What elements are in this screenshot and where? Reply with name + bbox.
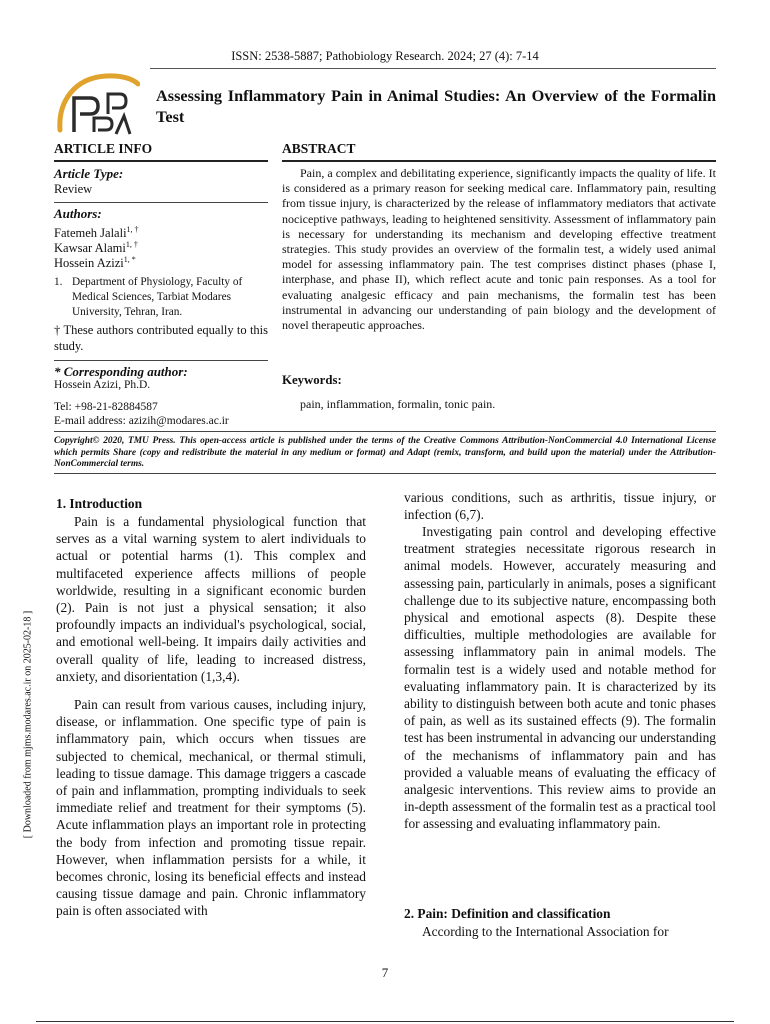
affiliation — [54, 275, 266, 320]
authors-label: Authors: — [54, 206, 102, 221]
affiliation-number: 1. — [54, 276, 63, 288]
keywords-value: pain, inflammation, formalin, tonic pain. — [300, 397, 496, 411]
intro-paragraph-2: Pain can result from various causes, including injury, disease, or inflammation. One specific type of pain is inflammatory pain, which occurs when tissues are subjected to chemical, mechanical, or thermal stimuli, leading to tissue damage. This damage triggers a cascade of pain and inflammation, prompting individuals to seek immediate relief and treatment for their symptoms (5). Acute inflammation plays an important role in protecting the body from infection and promoting tissue repair. However, when inflammation persists for a while, it becomes chronic, losing its beneficial effects and instead causing tissue damage and pain. Chronic inflammatory pain is often associated with — [56, 697, 366, 919]
footer-divider — [36, 1021, 734, 1022]
introduction-heading: 1. Introduction — [56, 496, 143, 511]
abstract-rule — [282, 160, 716, 162]
article-title: Assessing Inflammatory Pain in Animal Studies: An Overview of the Formalin Test — [156, 86, 716, 126]
right-paragraph-3: According to the International Association for — [422, 924, 669, 939]
header-divider — [150, 68, 716, 69]
copyright-notice: Copyright© 2020, TMU Press. This open-access article is published under the terms of the Creative Commons Attribution-NonCommercial 4.0 International License which permits Share (copy and redistribute the material in any medium or format) and Adapt (remix, transform, and build upon the material) under the Attribution-NonCommercial terms. — [54, 436, 716, 469]
corresponding-label: * Corresponding author: — [54, 364, 188, 379]
author-name: Fatemeh Jalali — [54, 226, 127, 241]
telephone: Tel: +98-21-82884587 — [54, 401, 158, 413]
author-3 — [54, 252, 136, 272]
copyright-divider-bottom — [54, 473, 716, 474]
journal-logo — [54, 72, 140, 136]
issn-line: ISSN: 2538-5887; Pathobiology Research. 2024; 27 (4): 7-14 — [231, 49, 539, 63]
affiliation-text: Department of Physiology, Faculty of Medical Sciences, Tarbiat Modares University, Tehran, Iran. — [72, 276, 243, 318]
article-type-label: Article Type: — [54, 166, 124, 181]
author-sup: 1, † — [125, 240, 138, 249]
download-watermark: [ Downloaded from mjms.modares.ac.ir on 2025-02-18 ] — [22, 610, 34, 839]
page-number: 7 — [381, 965, 389, 980]
author-name: Hossein Azizi — [54, 256, 124, 271]
author-sup: 1, * — [123, 255, 136, 264]
right-paragraph-1: various conditions, such as arthritis, tissue injury, or infection (6,7). — [404, 490, 716, 523]
abstract-heading: ABSTRACT — [282, 141, 356, 156]
email-address[interactable]: E-mail address: azizih@modares.ac.ir — [54, 415, 229, 427]
corresponding-name: Hossein Azizi, Ph.D. — [54, 379, 151, 391]
article-info-heading: ARTICLE INFO — [54, 141, 153, 156]
dagger-note: † These authors contributed equally to this study. — [54, 323, 268, 353]
section-2-heading: 2. Pain: Definition and classification — [404, 906, 611, 921]
intro-paragraph-1: Pain is a fundamental physiological function that serves as a vital warning system to alert individuals to actual or potential harms (1). This complex and multifaceted experience affects millions of people worldwide, resulting in a significant economic burden (2). Pain is not just a physical sensation; it also profoundly impacts an individual's psychological, social, and emotional well-being. It impairs daily activities and overall quality of life, leading to increased distress, anxiety, and disorientation (1,3,4). — [56, 514, 366, 684]
abstract-text: Pain, a complex and debilitating experience, significantly impacts the quality of life. It is considered as a primary reason for seeking medical care. Inflammatory pain, resulting from tissue injury, is characterized by the release of inflammatory mediators that activate nociceptive pathways, leading to heightened sensitivity. Assessment of inflammatory pain is necessary for understanding its mechanism and developing effective treatment strategies. This study provides an overview of the formalin test, a widely used animal model for assessing inflammatory pain. The test comprises distinct phases (phase I, interphase, and phase II), which reflect acute and tonic pain responses. As a tool for evaluating analgesic efficacy and pain mechanisms, the formalin test has been instrumental in advancing our understanding of pain biology and the development of novel therapeutic approaches. — [282, 166, 716, 333]
divider — [54, 202, 268, 203]
divider — [54, 360, 268, 361]
author-name: Kawsar Alami — [54, 241, 126, 256]
author-sup: 1, † — [126, 225, 139, 234]
right-paragraph-2: Investigating pain control and developing effective treatment strategies necessitate rigorous research in animal models. However, accurately measuring and assessing pain, particularly in animals, poses a significant challenge due to its subjective nature, encompassing both physical and emotional aspects (8). Despite these difficulties, multiple methodologies are available for assessing inflammatory pain in animal models. The formalin test is a widely used and notable method for evaluating inflammatory pain. It is characterized by its ability to distinguish between both acute and tonic phases of pain, as well as its sustained effects (9). The formalin test has been instrumental in advancing our understanding of the mechanisms of inflammatory pain and has provided a valuable means of evaluating the efficacy of analgesic interventions. This review aims to provide an in-depth assessment of the formalin test as a practical tool for assessing and evaluating inflammatory pain. — [404, 524, 716, 832]
article-type-value: Review — [54, 182, 93, 196]
article-info-rule — [54, 160, 268, 162]
copyright-divider — [54, 431, 716, 432]
keywords-label: Keywords: — [282, 373, 342, 387]
